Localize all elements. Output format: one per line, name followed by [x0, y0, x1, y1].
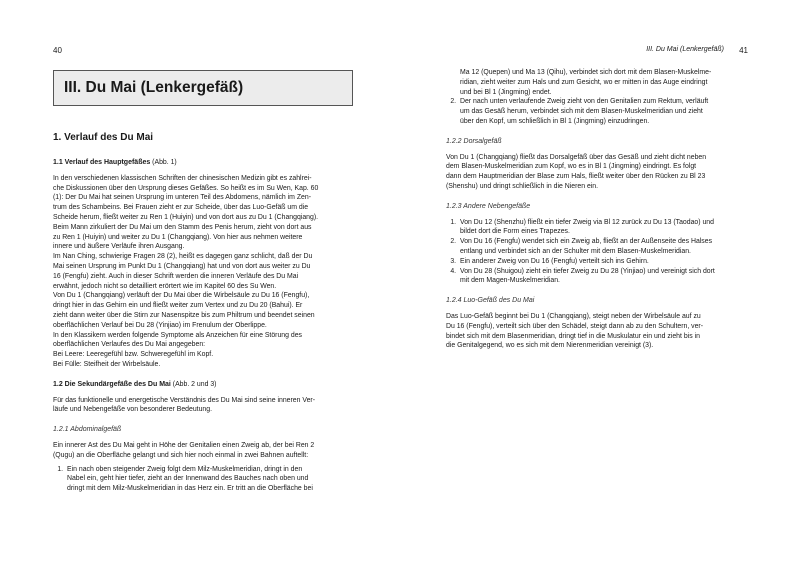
paragraph-1-2-1: Ein innerer Ast des Du Mai geht in Höhe der Genitalien einen Zweig ab, der bei Ren 2 (Qugu) an die Oberfläche gelangt und sich hier noch einmal in zwei Bahnen auftellt:: [53, 441, 315, 459]
list-item-1-continuation: Ma 12 (Quepen) und Ma 13 (Qihu), verbindet sich dort mit dem Blasen-Muskelme- ridian, zieht weiter zum Hals und zum Gesicht, wo er mitten in das Auge eindringt und bei Bl 1 (Jingming) endet.: [460, 69, 712, 96]
chapter-title: III. Du Mai (Lenkergefäß): [64, 79, 244, 96]
page-number: 41: [739, 46, 748, 55]
list-item: 3. Ein anderer Zweig von Du 16 (Fengfu) verteilt sich ins Gehirn.: [458, 257, 758, 267]
chapter-title-box: [53, 70, 353, 106]
other-branches-list: [446, 218, 758, 287]
paragraph-1-1: In den verschiedenen klassischen Schriften der chinesischen Medizin gibt es zahlrei- che Diskussionen über den Ursprung dieses Gefäßes. So heißt es im Su Wen, Kap. 60 (1): Der Du Mai hat seinen Ursprung im unteren Teil des Abdomens, nämlich im Zen- trum des Schambeins. Bei Frauen zieht er zur Scheide, über das Luo-Gefäß um die Scheide herum, fließt weiter zu Ren 1 (Huiyin) und von dort aus zu Du 1 (Changqiang). Beim Mann zirkuliert der Du Mai um den Stamm des Penis herum, zieht von dort aus zu Ren 1 (Huiyin) und weiter zu Du 1 (Changqiang). Von hier aus nehmen weitere innere und äußere Verläufe ihren Ausgang. Im Nan Ching, schwierige Fragen 28 (2), heißt es dagegen ganz schlicht, daß der Du Mai seinen Ursprung im Punkt Du 1 (Changqiang) hat und von dort aus weiter zu Du 16 (Fengfu) zieht. Auch in dieser Schrift werden die inneren Verläufe des Du Mai erwähnt, jedoch nicht so detailliert erörtert wie im Kapitel 60 des Su Wen. Von Du 1 (Changqiang) verläuft der Du Mai über die Wirbelsäule zu Du 16 (Fengfu), dringt hier in das Gehirn ein und fließt weiter zum Vertex und zu Du 20 (Bahui). Er zieht dann weiter über die Stirn zur Nasenspitze bis zum Philtrum und beendet seinen oberflächlichen Verlauf bei Du 28 (Yinjiao) im Frenulum der Oberlippe. In den Klassikern werden folgende Symptome als Anzeichen für eine Störung des oberflächlichen Verlaufes des Du Mai angegeben: Bei Leere: Leeregefühl bzw. Schweregefühl im Kopf. Bei Fülle: Steifheit der Wirbelsäule.: [53, 174, 319, 368]
left-text-column: [53, 158, 365, 494]
abdominal-branch-list: [53, 465, 365, 494]
right-text-column: [446, 68, 758, 351]
abdominal-branch-list-continued: [446, 97, 758, 126]
subsection-heading-1-1: 1.1 Verlauf des Hauptgefäßes (Abb. 1): [53, 159, 177, 166]
paragraph-1-2: Für das funktionelle und energetische Verständnis des Du Mai sind seine inneren Ver- läufe und Nebengefäße von besonderer Bedeutung.: [53, 396, 315, 414]
running-head: III. Du Mai (Lenkergefäß): [646, 46, 724, 53]
page-number: 40: [53, 46, 62, 55]
subsection-heading-1-2-4: 1.2.4 Luo-Gefäß des Du Mai: [446, 297, 535, 305]
list-item: 2. Von Du 16 (Fengfu) wendet sich ein Zweig ab, fließt an der Außenseite des Halses entlang und verbindet sich an der Schulter mit dem Blasen-Muskelmeridian.: [458, 237, 758, 257]
subsection-heading-1-2-3: 1.2.3 Andere Nebengefäße: [446, 202, 531, 210]
subsection-heading-1-2-1: 1.2.1 Abdominalgefäß: [53, 426, 122, 434]
list-item: 4. Von Du 28 (Shuigou) zieht ein tiefer Zweig zu Du 28 (Yinjiao) und vereinigt sich dort mit dem Magen-Muskelmeridian.: [458, 267, 758, 287]
subsection-heading-1-2-2: 1.2.2 Dorsalgefäß: [446, 137, 502, 145]
subsection-heading-1-2: 1.2 Die Sekundärgefäße des Du Mai (Abb. 2 und 3): [53, 380, 217, 388]
right-page: [400, 0, 800, 571]
list-item: 1. Von Du 12 (Shenzhu) fließt ein tiefer Zweig via Bl 12 zurück zu Du 13 (Taodao) und bildet dort die Form eines Trapezes.: [458, 218, 758, 238]
paragraph-1-2-2: Von Du 1 (Changqiang) fließt das Dorsalgefäß über das Gesäß und zieht dicht neben dem Blasen-Muskelmeridian zum Kopf, wo es in Bl 1 (Jingming) eindringt. Es folgt dann dem Hauptmeridian der Blase zum Hals, fließt weiter über den Rücken zu Bl 23 (Shenshu) und dringt schließlich in die Nieren ein.: [446, 153, 707, 190]
paragraph-1-2-4: Das Luo-Gefäß beginnt bei Du 1 (Changqiang), steigt neben der Wirbelsäule auf zu Du 16 (Fengfu), verteilt sich über den Schädel, steigt dann ab zu den Schultern, ver- bindet sich mit dem Blasenmeridian, dringt tief in die Muskulatur ein und zieht bis in die Genitalgegend, wo es sich mit dem Nierenmeridian vereinigt (3).: [446, 312, 704, 350]
list-item: 2. Der nach unten verlaufende Zweig zieht von den Genitalien zum Rektum, verläuft um das Gesäß herum, verbindet sich mit dem Blasen-Muskelmeridian und zieht über den Kopf, um schließlich in Bl 1 (Jingming) einzudringen.: [458, 97, 758, 126]
list-item: 1. Ein nach oben steigender Zweig folgt dem Milz-Muskelmeridian, dringt in den Nabel ein, geht hier tiefer, zieht an der Innenwand des Bauches nach oben und dringt mit dem Milz-Muskelmeridian in das Herz ein. Er tritt an die Oberfläche bei: [65, 465, 365, 494]
section-heading: 1. Verlauf des Du Mai: [53, 132, 154, 143]
